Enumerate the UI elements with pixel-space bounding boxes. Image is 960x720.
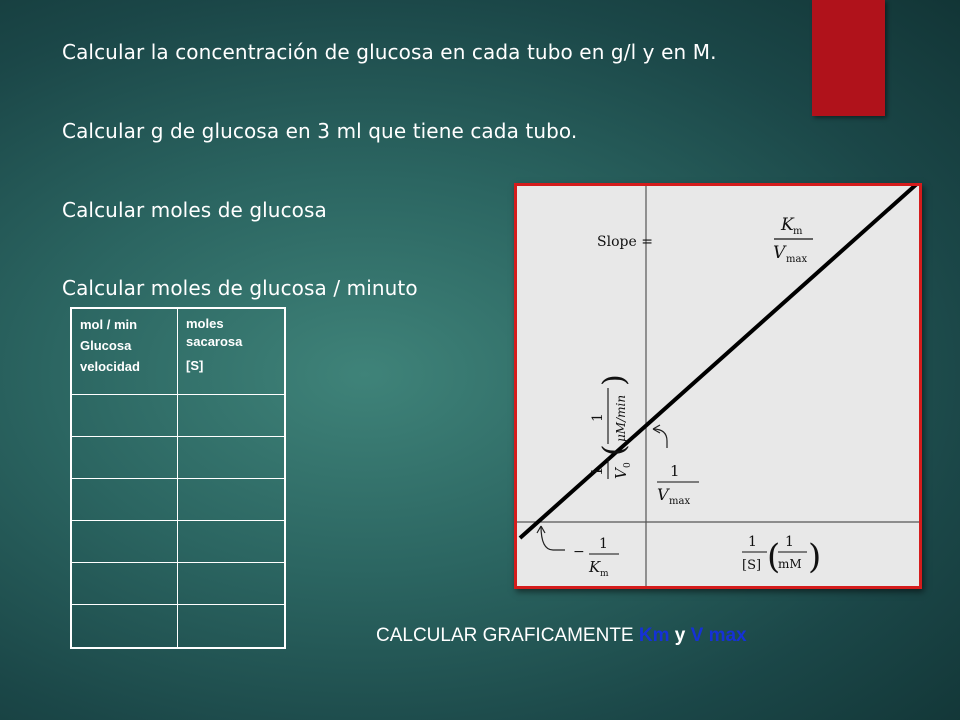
table-cell[interactable] (72, 437, 178, 479)
lineweaver-burk-graph (514, 183, 922, 589)
table-cell[interactable] (178, 479, 284, 521)
table-cell[interactable] (72, 479, 178, 521)
table-header-substrate (178, 309, 284, 395)
x-s: [S] (742, 558, 762, 573)
y-v: V (612, 468, 630, 479)
header-text: mol / min (80, 317, 138, 332)
red-accent-tab (812, 0, 885, 116)
table-cell[interactable] (178, 437, 284, 479)
y-unit-one: 1 (590, 413, 606, 422)
vmax-highlight: V max (690, 625, 747, 646)
x-intercept-one: 1 (599, 536, 608, 552)
x-paren-close: ) (808, 537, 822, 577)
x-intercept-minus: − (573, 544, 585, 560)
table-header-velocidad (72, 309, 178, 395)
y-v-sub: 0 (623, 462, 633, 468)
y-intercept-sub: max (669, 496, 691, 507)
y-one: 1 (588, 466, 606, 476)
x-unit: mM (778, 557, 802, 571)
km-highlight: Km (638, 625, 670, 646)
slope-vmax: V (773, 243, 786, 263)
data-table (70, 307, 286, 649)
slope-km: K (781, 215, 794, 235)
instruction-line-4: Calcular moles de glucosa / minuto (62, 276, 418, 300)
slope-label: Slope = (597, 234, 653, 250)
slope-km-sub: m (793, 226, 803, 237)
table-cell[interactable] (72, 521, 178, 563)
table-cell[interactable] (72, 605, 178, 647)
table-cell[interactable] (178, 605, 284, 647)
graph-instruction-prefix: CALCULAR GRAFICAMENTE (376, 625, 639, 646)
slope-vmax-sub: max (786, 254, 808, 265)
header-text: velocidad (80, 359, 140, 374)
instruction-line-2: Calcular g de glucosa en 3 ml que tiene cada tubo. (62, 119, 578, 143)
x-unit-one: 1 (785, 534, 794, 550)
x-intercept-k: K (589, 558, 601, 576)
y-axis-label (588, 374, 633, 479)
header-text: [S] (186, 358, 204, 373)
y-paren-open: ( (597, 444, 632, 456)
regression-line (520, 186, 919, 538)
x-intercept-sub: m (600, 569, 609, 579)
y-intercept-v: V (657, 485, 669, 504)
y-unit: μM/min (614, 394, 628, 442)
y-intercept-arrow (653, 429, 667, 448)
instruction-line-1: Calcular la concentración de glucosa en cada tubo en g/l y en M. (62, 40, 717, 64)
table-cell[interactable] (178, 521, 284, 563)
header-text: Glucosa (80, 338, 132, 353)
y-intercept-one: 1 (670, 462, 680, 480)
header-text: sacarosa (186, 334, 243, 349)
x-one: 1 (748, 534, 757, 550)
y-paren-close: ) (597, 374, 632, 386)
table-cell[interactable] (178, 563, 284, 605)
x-paren-open: ( (767, 537, 781, 577)
instruction-line-3: Calcular moles de glucosa (62, 198, 327, 222)
table-cell[interactable] (178, 395, 284, 437)
header-text: moles (186, 316, 224, 331)
graph-svg (517, 186, 919, 586)
x-intercept-arrow (541, 526, 565, 550)
graph-instruction-and: y (669, 625, 691, 646)
table-cell[interactable] (72, 563, 178, 605)
graph-instruction (376, 625, 747, 647)
table-cell[interactable] (72, 395, 178, 437)
